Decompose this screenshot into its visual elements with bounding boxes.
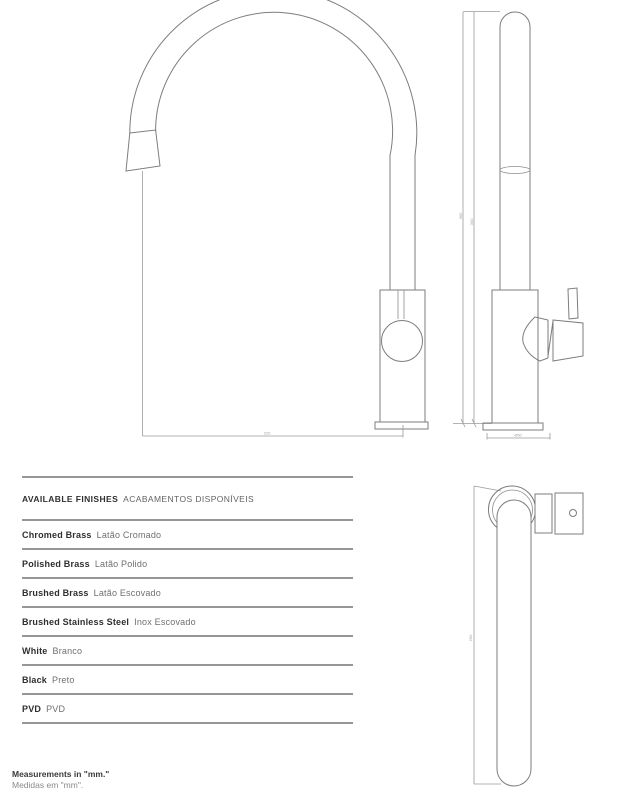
- finish-name-en: Black: [22, 674, 48, 685]
- height-dimension-label-outer: 360: [458, 212, 463, 220]
- body-outline: [380, 290, 425, 422]
- finish-name-en: Polished Brass: [22, 558, 90, 569]
- finish-name-pt: Branco: [52, 645, 83, 656]
- table-row: [22, 579, 353, 608]
- finish-name-en: Brushed Stainless Steel: [22, 616, 130, 627]
- finishes-table: [22, 476, 353, 724]
- measurements-note-pt: Medidas em "mm".: [12, 780, 84, 790]
- finishes-header-en: AVAILABLE FINISHES: [22, 493, 119, 504]
- length-dimension: [468, 486, 501, 784]
- faucet-side-profile: [483, 12, 583, 430]
- length-extension-top: [474, 486, 501, 491]
- handle-lever: [553, 320, 583, 361]
- front-view-drawing: [105, 0, 425, 445]
- height-dimension: [453, 12, 500, 428]
- finish-name-en: PVD: [22, 703, 42, 714]
- finish-name-pt: Inox Escovado: [134, 616, 196, 627]
- body-slot-lines: [398, 290, 404, 319]
- width-dimension-label: 220: [263, 430, 271, 436]
- table-row: [22, 637, 353, 666]
- side-view-drawing: [445, 0, 619, 445]
- width-dimension: [143, 171, 404, 438]
- table-row: [22, 695, 353, 724]
- finish-name-pt: Latão Escovado: [93, 587, 161, 598]
- body-outline-side: [492, 290, 538, 423]
- length-dimension-label: 250: [468, 634, 473, 642]
- base-flange: [375, 422, 428, 429]
- gooseneck-spout: [126, 0, 417, 290]
- finishes-table-header: [22, 478, 353, 521]
- faucet-body-front: [375, 290, 428, 429]
- table-row: [22, 521, 353, 550]
- cartridge-cap-circle: [382, 321, 423, 362]
- spout-inner-arch: [156, 12, 393, 290]
- aerator-seam-ellipse: [500, 167, 530, 174]
- finish-name-en: White: [22, 645, 48, 656]
- width-dimension-line: [143, 425, 404, 438]
- finish-name-pt: Latão Polido: [94, 558, 148, 569]
- handle-knuckle: [523, 317, 548, 361]
- spout-tip-aerator: [126, 130, 160, 171]
- finish-name-pt: Latão Cromado: [96, 529, 162, 540]
- finish-name-pt: Preto: [52, 674, 75, 685]
- spout-outer-arch: [130, 0, 417, 290]
- finish-name-en: Brushed Brass: [22, 587, 89, 598]
- measurements-note: [12, 769, 109, 791]
- handle-lever-tip-cylinder: [568, 288, 578, 319]
- finishes-header-pt: ACABAMENTOS DISPONÍVEIS: [123, 493, 255, 504]
- base-dimension-label: Ø50: [514, 432, 522, 438]
- finish-name-pt: PVD: [46, 703, 66, 714]
- height-dimension-label-inner: 300: [469, 218, 474, 226]
- base-flange-side: [483, 423, 543, 430]
- measurements-note-en: Measurements in "mm.": [12, 769, 110, 779]
- table-row: [22, 550, 353, 579]
- faucet-top-profile: [489, 486, 584, 786]
- base-dimension: [487, 433, 550, 440]
- spout-capsule-top: [497, 500, 531, 786]
- handle-lever-top: [555, 493, 583, 534]
- top-view-drawing: [455, 478, 615, 798]
- table-row: [22, 608, 353, 637]
- table-row: [22, 666, 353, 695]
- handle-pivot-band: [548, 320, 553, 358]
- handle-joint-top: [535, 494, 552, 533]
- finish-name-en: Chromed Brass: [22, 529, 92, 540]
- spout-tube-side: [500, 12, 530, 290]
